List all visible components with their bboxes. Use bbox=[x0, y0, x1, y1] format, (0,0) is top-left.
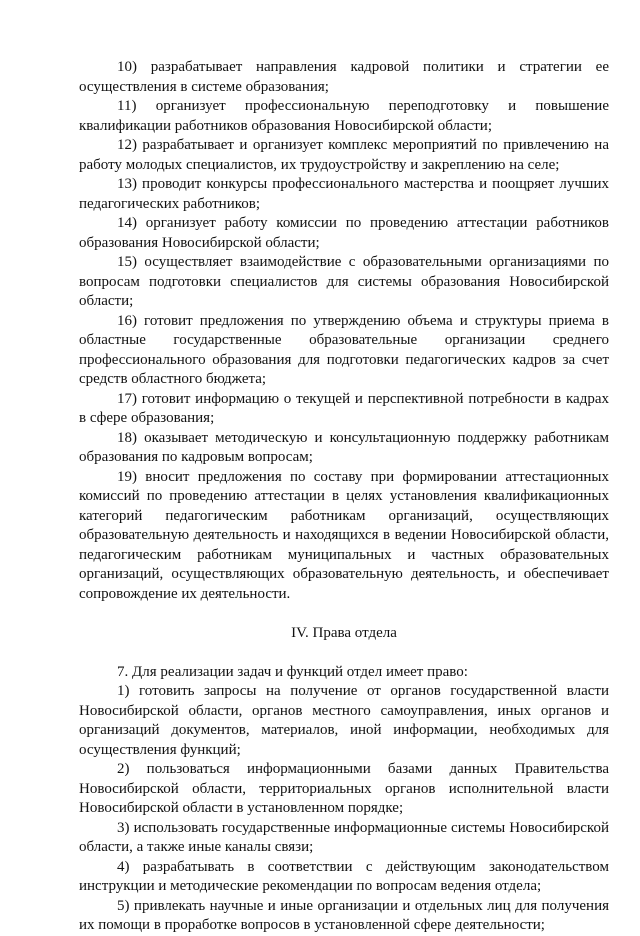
list-item-18: 18) оказывает методическую и консультационную поддержку работникам образования по кадровым вопросам; bbox=[79, 429, 609, 465]
rights-item-1: 1) готовить запросы на получение от органов государственной власти Новосибирской области, органов местного самоуправления, иных органов и организаций документов, материалов, иной информации, необходимых для осуществления функций; bbox=[79, 683, 609, 758]
rights-item-5: 5) привлекать научные и иные организации и отдельных лиц для получения их помощи в проработке вопросов в установленной сфере деятельности; bbox=[79, 897, 609, 933]
spacer bbox=[79, 604, 609, 624]
list-item-19: 19) вносит предложения по составу при формировании аттестационных комиссий по проведению аттестации в целях установления квалификационных категорий педагогическим работникам организаций, осуществляющих образовательную деятельность и находящихся в ведении Новосибирской области, педагогическим работникам муниципальных и частных образовательных организаций, осуществляющих образовательную деятельность, и обеспечивает сопровождение их деятельности. bbox=[79, 468, 609, 602]
spacer bbox=[79, 643, 609, 663]
rights-intro: 7. Для реализации задач и функций отдел имеет право: bbox=[117, 663, 468, 680]
document-body bbox=[79, 58, 609, 936]
list-item-17: 17) готовит информацию о текущей и перспективной потребности в кадрах в сфере образования; bbox=[79, 390, 609, 426]
list-item-12: 12) разрабатывает и организует комплекс мероприятий по привлечению на работу молодых специалистов, их трудоустройству и закреплению на селе; bbox=[79, 137, 609, 173]
list-item-10: 10) разрабатывает направления кадровой политики и стратегии ее осуществления в системе образования; bbox=[79, 59, 609, 95]
rights-item-4: 4) разрабатывать в соответствии с действующим законодательством инструкции и методические рекомендации по вопросам ведения отдела; bbox=[79, 858, 609, 894]
list-item-13: 13) проводит конкурсы профессионального мастерства и поощряет лучших педагогических работников; bbox=[79, 176, 609, 212]
list-item-11: 11) организует профессиональную переподготовку и повышение квалификации работников образования Новосибирской области; bbox=[79, 98, 609, 134]
list-item-15: 15) осуществляет взаимодействие с образовательными организациями по вопросам подготовки специалистов для системы образования Новосибирской области; bbox=[79, 254, 609, 309]
section-heading: IV. Права отдела bbox=[291, 624, 397, 641]
rights-item-2: 2) пользоваться информационными базами данных Правительства Новосибирской области, территориальных органов исполнительной власти Новосибирской области в установленном порядке; bbox=[79, 761, 609, 816]
list-item-16: 16) готовит предложения по утверждению объема и структуры приема в областные государственные образовательные организации среднего профессионального образования для подготовки педагогических кадров за счет средств областного бюджета; bbox=[79, 312, 609, 387]
rights-item-3: 3) использовать государственные информационные системы Новосибирской области, а также иные каналы связи; bbox=[79, 819, 609, 855]
list-item-14: 14) организует работу комиссии по проведению аттестации работников образования Новосибирской области; bbox=[79, 215, 609, 251]
